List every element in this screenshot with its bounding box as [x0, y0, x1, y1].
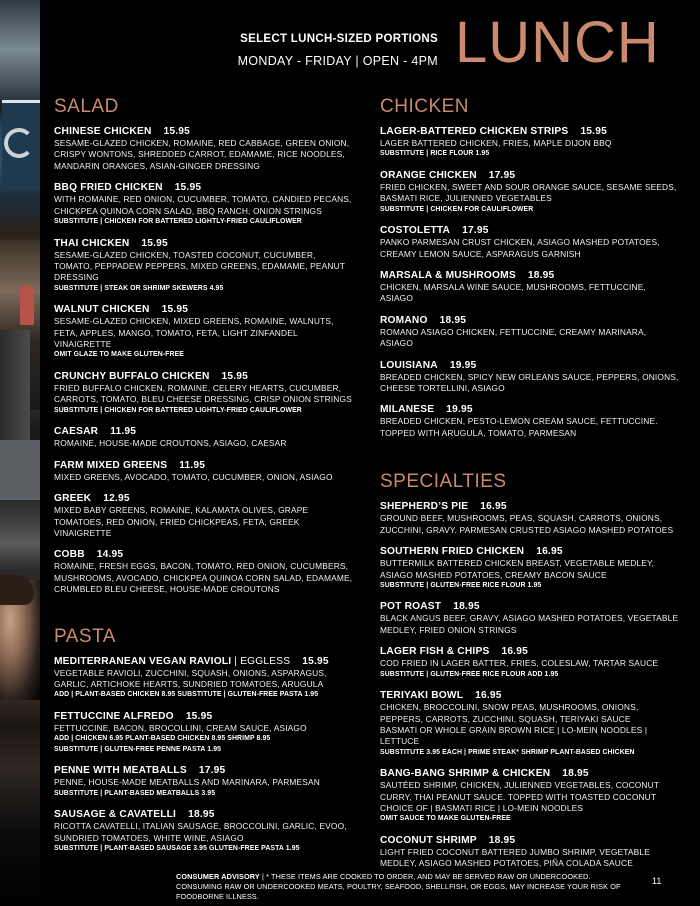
menu-item-description: SESAME-GLAZED CHICKEN, TOASTED COCONUT, CUCUMBER, TOMATO, PEPPADEW PEPPERS, MIXED GREENS, EDAMAME, PEANUT DRESSING [54, 249, 345, 283]
menu-item-heading [54, 656, 354, 668]
menu-item-heading [380, 690, 680, 702]
menu-item-heading [380, 170, 680, 182]
menu-item-heading [380, 601, 680, 613]
left-column [54, 96, 354, 864]
menu-item-name: ORANGE CHICKEN [380, 169, 477, 181]
menu-item [54, 238, 354, 295]
menu-item [54, 711, 354, 755]
menu-item-description: FRIED BUFFALO CHICKEN, ROMAINE, CELERY HEARTS, CUCUMBER, CARROTS, TOMATO, BLEU CHEESE DRESSING, CRISP ONION STRINGS [54, 382, 352, 405]
menu-item-price: 18.95 [527, 270, 555, 282]
menu-item-price: 15.95 [580, 126, 607, 137]
menu-item-name: LAGER-BATTERED CHICKEN STRIPS [380, 126, 569, 137]
menu-item-description: BREADED CHICKEN, PESTO-LEMON CREAM SAUCE, FETTUCCINE. TOPPED WITH ARUGULA, TOMATO, PARMESAN [380, 416, 658, 438]
menu-item-price: 15.95 [221, 370, 249, 382]
menu-item-note: SUBSTITUTE | CHICKEN FOR CAULIFLOWER [380, 205, 534, 213]
menu-item-price: 17.95 [462, 225, 489, 237]
menu-item-heading [54, 460, 354, 472]
menu-item-price: 18.95 [453, 601, 480, 613]
menu-item-name: BBQ FRIED CHICKEN [54, 182, 163, 194]
menu-item-price: 16.95 [536, 546, 563, 558]
menu-item-price: 19.95 [446, 404, 473, 416]
menu-item-description: WITH ROMAINE, RED ONION, CUCUMBER, TOMATO, CANDIED PECANS, CHICKPEA QUINOA CORN SALAD, BBQ RANCH, ONION STRINGS [54, 194, 352, 216]
menu-item-name: COBB [54, 549, 85, 561]
menu-item-heading [54, 549, 354, 561]
menu-item-description: FETTUCCINE, BACON, BROCOLLINI, CREAM SAUCE, ASIAGO [54, 722, 307, 733]
menu-item-description: VEGETABLE RAVIOLI, ZUCCHINI, SQUASH, ONIONS, ASPARAGUS, GARLIC, ARTICHOKE HEARTS, SUNDRIED TOMATOES, ARUGULA [54, 667, 327, 689]
menu-item-name: SAUSAGE & CAVATELLI [54, 809, 177, 821]
menu-item [380, 170, 680, 215]
menu-item-description: COD FRIED IN LAGER BATTER, FRIES, COLESLAW, TARTAR SAUCE [380, 658, 659, 669]
menu-item-name: COCONUT SHRIMP [380, 834, 477, 846]
menu-item-name: COSTOLETTA [380, 225, 451, 237]
menu-section [54, 96, 354, 596]
menu-item [380, 835, 680, 870]
menu-item-heading [380, 270, 680, 282]
menu-item-name: MILANESE [380, 404, 435, 416]
section-title: CHICKEN [380, 96, 470, 117]
menu-item-heading [380, 360, 680, 372]
menu-item-price: 12.95 [103, 493, 130, 505]
menu-item-price: 18.95 [439, 314, 467, 326]
menu-item-price: 16.95 [480, 501, 507, 513]
menu-item-name: ROMANO [380, 314, 428, 326]
menu-item-description: CHICKEN, MARSALA WINE SAUCE, MUSHROOMS, FETTUCCINE, ASIAGO [380, 282, 646, 304]
decorative-photo-strip [0, 0, 40, 906]
menu-item-name: MEDITERRANEAN VEGAN RAVIOLI [54, 655, 232, 667]
menu-item-name: SHEPHERD’S PIE [380, 501, 469, 513]
right-column [380, 96, 680, 880]
menu-item-heading [54, 493, 354, 505]
menu-item-note: ADD | CHICKEN 6.95 PLANT-BASED CHICKEN 8.95 SHRIMP 8.95 SUBSTITUTE | GLUTEN-FREE PENNE PASTA 1.95 [54, 735, 271, 753]
menu-item-description: PANKO PARMESAN CRUST CHICKEN, ASIAGO MASHED POTATOES, CREAMY LEMON SAUCE, ASPARAGUS GARNISH [380, 237, 660, 259]
menu-item-description: LAGER BATTERED CHICKEN, FRIES, MAPLE DIJON BBQ [380, 138, 612, 148]
menu-item [380, 690, 680, 758]
menu-item-name: TERIYAKI BOWL [380, 690, 464, 702]
menu-item-description: MIXED GREENS, AVOCADO, TOMATO, CUCUMBER, ONION, ASIAGO [54, 471, 333, 482]
menu-item-note: SUBSTITUTE | RICE FLOUR 1.95 [380, 150, 490, 158]
menu-item-heading [380, 768, 680, 780]
menu-item-name: BANG-BANG SHRIMP & CHICKEN [380, 768, 551, 780]
menu-item-description: SESAME-GLAZED CHICKEN, ROMAINE, RED CABBAGE, GREEN ONION, CRISPY WONTONS, SHREDDED CARROT, EDAMAME, RICE NOODLES, MANDARIN ORANGES, ASIAN-GINGER DRESSING [54, 138, 350, 171]
menu-item-heading [380, 404, 680, 416]
menu-item-note: SUBSTITUTE | PLANT-BASED SAUSAGE 3.95 GLUTEN-FREE PASTA 1.95 [54, 844, 300, 852]
menu-item-description: PENNE, HOUSE-MADE MEATBALLS AND MARINARA, PARMESAN [54, 777, 320, 788]
advisory-text: | * THESE ITEMS ARE COOKED TO ORDER, AND MAY BE SERVED RAW OR UNDERCOOKED. CONSUMING RAW OR UNDERCOOKED MEATS, POULTRY, SEAFOOD, SHELLFISH, OR EGGS, MAY INCREASE YOUR RISK OF FOODBORNE ILLNESS. [176, 872, 621, 901]
menu-item-price: 17.95 [488, 169, 516, 181]
menu-item-name: CAESAR [54, 426, 99, 438]
menu-item [54, 182, 354, 227]
menu-item-heading [380, 546, 680, 558]
menu-item [380, 768, 680, 825]
menu-item [380, 126, 680, 160]
menu-item-price: 15.95 [185, 710, 213, 722]
menu-item-heading [54, 126, 354, 138]
menu-item-note: SUBSTITUTE | PLANT-BASED MEATBALLS 3.95 [54, 789, 216, 797]
menu-item [380, 546, 680, 591]
menu-item [380, 315, 680, 350]
menu-item-note: SUBSTITUTE 3.95 EACH | PRIME STEAK* SHRIMP PLANT-BASED CHICKEN [380, 748, 635, 756]
menu-item-heading [54, 765, 354, 777]
menu-item-name: LAGER FISH & CHIPS [380, 646, 490, 658]
menu-item-heading [380, 225, 680, 237]
menu-item-price: 18.95 [188, 809, 215, 821]
menu-item-description: LIGHT FRIED COCONUT BATTERED JUMBO SHRIMP, VEGETABLE MEDLEY, ASIAGO MASHED POTATOES, PIÑA COLADA SAUCE [380, 846, 650, 869]
menu-item-note: SUBSTITUTE | GLUTEN-FREE RICE FLOUR 1.95 [380, 581, 542, 589]
menu-item-description: SESAME-GLAZED CHICKEN, MIXED GREENS, ROMAINE, WALNUTS, FETA, APPLES, MANGO, TOMATO, FETA, LIGHT ZINFANDEL VINAIGRETTE [54, 316, 334, 350]
section-title: SALAD [54, 96, 119, 117]
menu-item-name: LOUISIANA [380, 359, 438, 371]
menu-item [380, 270, 680, 305]
menu-item [380, 646, 680, 680]
header-hours: MONDAY - FRIDAY | OPEN - 4PM [237, 54, 438, 68]
menu-item-tag: | EGGLESS [231, 655, 291, 667]
menu-item [380, 404, 680, 439]
menu-item-name: FARM MIXED GREENS [54, 459, 168, 471]
menu-item-note: SUBSTITUTE | STEAK OR SHRIMP SKEWERS 4.95 [54, 284, 224, 292]
menu-item-price: 18.95 [562, 768, 589, 780]
menu-item [54, 656, 354, 701]
menu-item-price: 15.95 [141, 237, 168, 249]
menu-item-heading [54, 238, 354, 250]
advisory-label: CONSUMER ADVISORY [176, 872, 260, 881]
menu-item-note: SUBSTITUTE | CHICKEN FOR BATTERED LIGHTLY-FRIED CAULIFLOWER [54, 218, 302, 226]
menu-item [54, 371, 354, 416]
menu-item-heading [380, 126, 680, 138]
menu-item-price: 16.95 [501, 646, 528, 658]
menu-section [380, 471, 680, 870]
menu-item-note: OMIT GLAZE TO MAKE GLUTEN-FREE [54, 351, 184, 359]
menu-item [54, 304, 354, 361]
menu-item [54, 809, 354, 854]
menu-item-price: 15.95 [174, 182, 202, 194]
section-title: SPECIALTIES [380, 471, 507, 493]
menu-item-description: BREADED CHICKEN, SPICY NEW ORLEANS SAUCE, PEPPERS, ONIONS, CHEESE TORTELLINI, ASIAGO [380, 371, 679, 394]
menu-item-price: 15.95 [163, 126, 191, 137]
menu-item [54, 126, 354, 172]
menu-section [54, 626, 354, 855]
menu-item-note: OMIT SAUCE TO MAKE GLUTEN-FREE [380, 815, 511, 823]
menu-item-description: BUTTERMILK BATTERED CHICKEN BREAST, VEGETABLE MEDLEY, ASIAGO MASHED POTATOES, CREAMY BACON SAUCE [380, 558, 655, 580]
menu-section [380, 96, 680, 439]
menu-item-name: THAI CHICKEN [54, 237, 130, 249]
menu-item-price: 18.95 [488, 834, 516, 846]
menu-item [380, 225, 680, 260]
menu-item [54, 460, 354, 483]
section-title: PASTA [54, 625, 116, 647]
menu-item-name: SOUTHERN FRIED CHICKEN [380, 546, 525, 558]
menu-item [54, 765, 354, 799]
menu-item [54, 493, 354, 539]
menu-item-note: SUBSTITUTE | CHICKEN FOR BATTERED LIGHTLY-FRIED CAULIFLOWER [54, 406, 302, 414]
menu-item-heading [54, 304, 354, 316]
menu-item-price: 16.95 [475, 690, 502, 702]
menu-item-heading [380, 646, 680, 658]
menu-item [380, 501, 680, 536]
menu-item-heading [54, 182, 354, 194]
menu-item-name: GREEK [54, 493, 92, 505]
menu-item-description: ROMAINE, HOUSE-MADE CROUTONS, ASIAGO, CAESAR [54, 438, 287, 449]
page-number: 11 [652, 876, 662, 886]
menu-item-name: CRUNCHY BUFFALO CHICKEN [54, 370, 210, 382]
menu-item-description: GROUND BEEF, MUSHROOMS, PEAS, SQUASH, CARROTS, ONIONS, ZUCCHINI, GRAVY. PARMESAN CRUSTED ASIAGO MASHED POTATOES [380, 513, 674, 535]
menu-item-heading [54, 711, 354, 723]
page-title: LUNCH [455, 10, 660, 75]
header-subtitle: SELECT LUNCH-SIZED PORTIONS [240, 33, 438, 45]
menu-item [54, 549, 354, 595]
menu-item-price: 15.95 [161, 304, 189, 316]
menu-item-price: 14.95 [96, 549, 124, 561]
menu-item-name: MARSALA & MUSHROOMS [380, 270, 516, 282]
consumer-advisory [176, 872, 636, 902]
menu-item [380, 360, 680, 395]
menu-item-description: ROMANO ASIAGO CHICKEN, FETTUCCINE, CREAMY MARINARA, ASIAGO [380, 326, 647, 349]
menu-item-heading [380, 501, 680, 513]
menu-item-heading [380, 315, 680, 327]
menu-item-heading [54, 426, 354, 438]
menu-item-price: 15.95 [302, 655, 329, 667]
menu-item-name: FETTUCCINE ALFREDO [54, 710, 174, 722]
menu-item-note: ADD | PLANT-BASED CHICKEN 8.95 SUBSTITUTE | GLUTEN-FREE PASTA 1.95 [54, 691, 319, 699]
menu-item [380, 601, 680, 636]
menu-item-price: 11.95 [179, 459, 206, 471]
menu-item-name: POT ROAST [380, 601, 442, 613]
menu-item-name: WALNUT CHICKEN [54, 304, 150, 316]
menu-item-heading [54, 809, 354, 821]
menu-item-description: MIXED BABY GREENS, ROMAINE, KALAMATA OLIVES, GRAPE TOMATOES, RED ONION, FRIED CHICKPEAS, FETA, GREEK VINAIGRETTE [54, 505, 309, 538]
menu-item-description: RICOTTA CAVATELLI, ITALIAN SAUSAGE, BROCCOLINI, GARLIC, EVOO, SUNDRIED TOMATOES, WHITE WINE, ASIAGO [54, 821, 347, 843]
menu-item-name: PENNE WITH MEATBALLS [54, 765, 187, 777]
menu-item-heading [380, 835, 680, 847]
menu-item-price: 17.95 [198, 765, 226, 777]
menu-item-name: CHINESE CHICKEN [54, 126, 152, 137]
menu-item-description: ROMAINE, FRESH EGGS, BACON, TOMATO, RED ONION, CUCUMBERS, MUSHROOMS, AVOCADO, CHICKPEA QUINOA CORN SALAD, EDAMAME, CRUMBLED BLEU CHEESE, HOUSE-MADE CROUTONS [54, 561, 353, 595]
menu-item-price: 19.95 [449, 359, 477, 371]
menu-item-description: BLACK ANGUS BEEF, GRAVY, ASIAGO MASHED POTATOES, VEGETABLE MEDLEY, FRIED ONION STRINGS [380, 613, 679, 635]
menu-item [54, 426, 354, 449]
menu-item-description: SAUTÉED SHRIMP, CHICKEN, JULIENNED VEGETABLES, COCONUT CURRY, THAI PEANUT SAUCE. TOPPED WITH TOASTED COCONUT CHOICE OF | BASMATI RICE | LO-MEIN NOODLES [380, 780, 659, 814]
menu-item-description: FRIED CHICKEN, SWEET AND SOUR ORANGE SAUCE, SESAME SEEDS, BASMATI RICE, JULIENNED VEGETABLES [380, 181, 677, 204]
menu-item-note: SUBSTITUTE | GLUTEN-FREE RICE FLOUR ADD 1.95 [380, 670, 559, 678]
menu-item-heading [54, 371, 354, 383]
menu-item-description: CHICKEN, BROCCOLINI, SNOW PEAS, MUSHROOMS, ONIONS, PEPPERS, CARROTS, ZUCCHINI, SQUASH, TERIYAKI SAUCE BASMATI OR WHOLE GRAIN BROWN RICE | LO-MEIN NOODLES | LETTUCE [380, 702, 648, 747]
menu-item-price: 11.95 [110, 426, 137, 438]
